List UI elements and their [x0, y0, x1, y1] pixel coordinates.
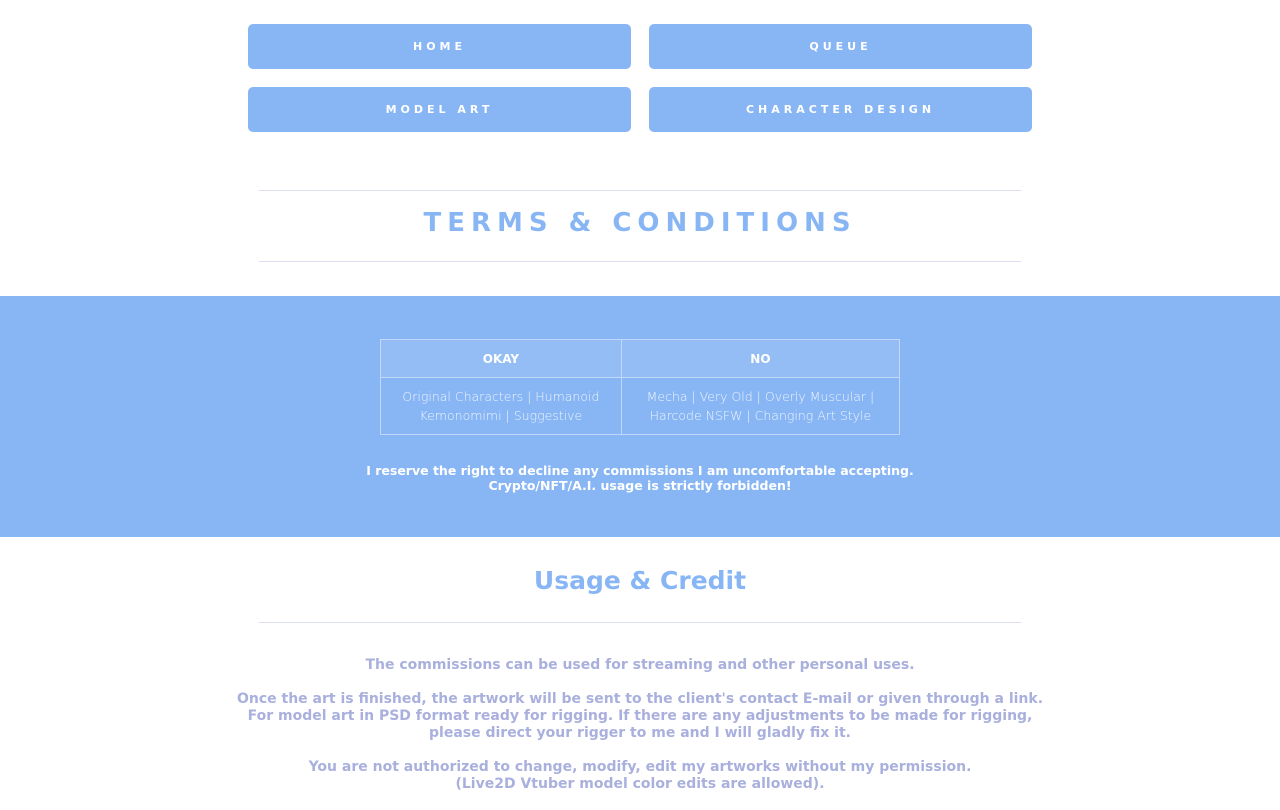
- nav-buttons: [248, 24, 1032, 132]
- note-line: Crypto/NFT/A.I. usage is strictly forbidden!: [488, 478, 792, 493]
- text-line: Once the art is finished, the artwork will be sent to the client's contact E-mail or given through a link.: [236, 691, 1044, 707]
- no-header: NO: [621, 340, 899, 378]
- text-line: For model art in PSD format ready for rigging. If there are any adjustments to be made for rigging,: [247, 708, 1033, 724]
- okay-header: OKAY: [381, 340, 622, 378]
- okay-line: Kemonomimi | Suggestive: [419, 408, 583, 423]
- usage-paragraph: [0, 759, 1280, 793]
- text-line: (Live2D Vtuber model color edits are allowed).: [455, 776, 825, 792]
- terms-title: TERMS & CONDITIONS: [423, 208, 857, 238]
- no-line: Harcode NSFW | Changing Art Style: [649, 408, 872, 423]
- okay-cell: [381, 378, 622, 435]
- character-design-button[interactable]: CHARACTER DESIGN: [649, 87, 1032, 132]
- model-art-button[interactable]: MODEL ART: [248, 87, 631, 132]
- text-line: please direct your rigger to me and I will gladly fix it.: [429, 725, 851, 741]
- usage-body: [0, 657, 1280, 810]
- terms-note: [0, 463, 1280, 493]
- usage-paragraph: [0, 691, 1280, 742]
- no-line: Mecha | Very Old | Overly Muscular |: [646, 389, 875, 404]
- home-button[interactable]: HOME: [248, 24, 631, 69]
- okay-line: Original Characters | Humanoid: [402, 389, 600, 404]
- no-cell: [621, 378, 899, 435]
- terms-section: [0, 296, 1280, 537]
- usage-paragraph: The commissions can be used for streaming and other personal uses.: [365, 657, 915, 673]
- okay-no-table: [380, 339, 900, 435]
- note-line: I reserve the right to decline any commissions I am uncomfortable accepting.: [366, 463, 914, 478]
- divider: [259, 261, 1021, 262]
- divider: [259, 190, 1021, 191]
- divider: [259, 622, 1021, 623]
- text-line: You are not authorized to change, modify, edit my artworks without my permission.: [308, 759, 972, 775]
- usage-title: Usage & Credit: [533, 566, 747, 595]
- queue-button[interactable]: QUEUE: [649, 24, 1032, 69]
